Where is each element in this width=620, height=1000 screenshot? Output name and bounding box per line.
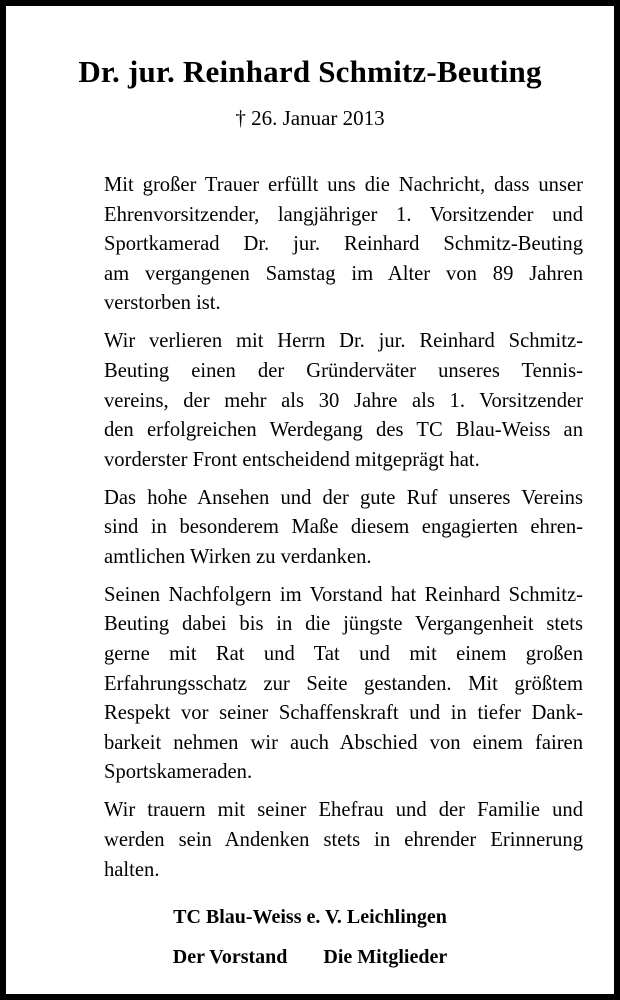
paragraph-line: Erfahrungsschatz zur Seite gestanden. Mit größtem xyxy=(104,672,583,695)
signatories xyxy=(12,946,608,969)
notice-title: Dr. jur. Reinhard Schmitz-Beuting xyxy=(78,54,542,89)
paragraph-line: sind in besonderem Maße diesem engagierten ehren- xyxy=(104,516,583,539)
paragraph-line: Wir verlieren mit Herrn Dr. jur. Reinhard Schmitz- xyxy=(104,330,583,353)
death-date: † 26. Januar 2013 xyxy=(235,106,385,130)
body-paragraph xyxy=(104,171,583,319)
paragraph-line: Wir trauern mit seiner Ehefrau und der Familie und xyxy=(104,799,583,822)
organization-name: TC Blau-Weiss e. V. Leichlingen xyxy=(173,906,447,928)
paragraph-line: vereins, der mehr als 30 Jahre als 1. Vorsitzender xyxy=(104,389,583,412)
paragraph-line: Sportskameraden. xyxy=(104,761,253,784)
paragraph-line: Respekt vor seiner Schaffenskraft und in tiefer Dank- xyxy=(104,702,583,725)
paragraph-line: den erfolgreichen Werdegang des TC Blau-Weiss an xyxy=(104,419,583,442)
body-paragraph xyxy=(104,581,583,788)
paragraph-line: halten. xyxy=(104,858,160,881)
paragraph-line: gerne mit Rat und Tat und mit einem großen xyxy=(104,643,583,666)
body-paragraph xyxy=(104,327,583,475)
paragraph-line: barkeit nehmen wir auch Abschied von einem fairen xyxy=(104,731,583,754)
signatory-board: Der Vorstand xyxy=(172,946,288,968)
paragraph-line: werden sein Andenken stets in ehrender Erinnerung xyxy=(104,829,583,852)
notice-body xyxy=(104,171,583,894)
paragraph-line: Sportkamerad Dr. jur. Reinhard Schmitz-Beuting xyxy=(104,233,583,256)
paragraph-line: Das hohe Ansehen und der gute Ruf unseres Vereins xyxy=(104,486,583,509)
body-paragraph xyxy=(104,796,583,885)
paragraph-line: Mit großer Trauer erfüllt uns die Nachricht, dass unser xyxy=(104,174,583,196)
paragraph-line: am vergangenen Samstag im Alter von 89 Jahren xyxy=(104,262,583,285)
paragraph-line: Seinen Nachfolgern im Vorstand hat Reinhard Schmitz- xyxy=(104,583,583,606)
signatory-members: Die Mitglieder xyxy=(323,946,448,968)
body-paragraph xyxy=(104,484,583,573)
paragraph-line: vorderster Front entscheidend mitgeprägt hat. xyxy=(104,448,480,471)
paragraph-line: amtlichen Wirken zu verdanken. xyxy=(104,545,372,568)
paragraph-line: Ehrenvorsitzender, langjähriger 1. Vorsitzender und xyxy=(104,203,583,226)
paragraph-line: verstorben ist. xyxy=(104,292,221,315)
paragraph-line: Beuting dabei bis in die jüngste Vergangenheit stets xyxy=(104,613,583,636)
paragraph-line: Beuting einen der Gründerväter unseres Tennis- xyxy=(104,359,583,382)
